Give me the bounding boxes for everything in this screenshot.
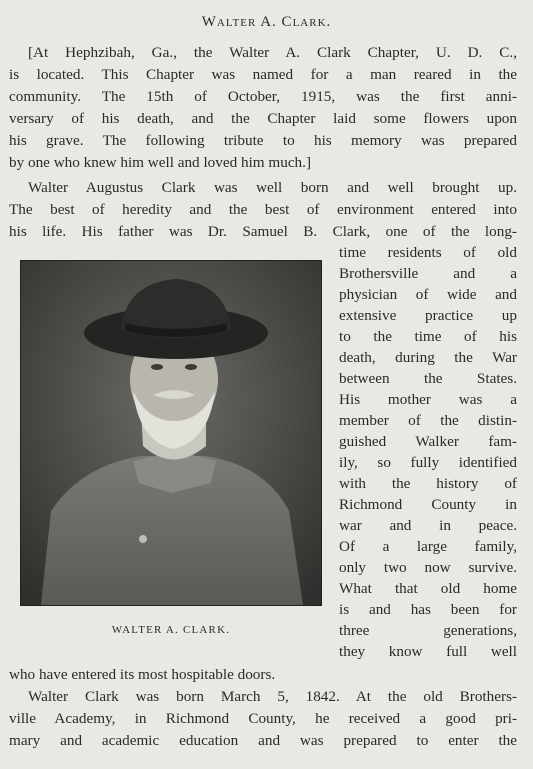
side-line: to the time of his — [339, 328, 517, 345]
body-line: who have entered its most hospitable doors. — [9, 666, 276, 683]
side-line: is and has been for — [339, 601, 517, 618]
side-line: Richmond County in — [339, 496, 517, 513]
body-line: The best of heredity and the best of environment entered into — [9, 201, 517, 218]
body-line: his life. His father was Dr. Samuel B. Clark, one of the long- — [9, 223, 517, 240]
intro-line: by one who knew him well and loved him much.] — [9, 154, 312, 171]
side-line: member of the distin- — [339, 412, 517, 429]
intro-line: is located. This Chapter was named for a man reared in the — [9, 66, 517, 83]
intro-line: [At Hephzibah, Ga., the Walter A. Clark Chapter, U. D. C., — [28, 44, 517, 61]
side-line: three generations, — [339, 622, 517, 639]
side-line: death, during the War — [339, 349, 517, 366]
portrait-image — [21, 261, 321, 605]
body-line: Walter Augustus Clark was well born and well brought up. — [28, 179, 517, 196]
side-line: guished Walker fam- — [339, 433, 517, 450]
side-line: war and in peace. — [339, 517, 517, 534]
body-line: mary and academic education and was prepared to enter the — [9, 732, 517, 749]
side-line: ily, so fully identified — [339, 454, 517, 471]
side-line: with the history of — [339, 475, 517, 492]
portrait-photo — [20, 260, 322, 606]
page-header: Walter A. Clark. — [201, 14, 332, 30]
side-line: His mother was a — [339, 391, 517, 408]
photo-caption: WALTER A. CLARK. — [111, 624, 231, 636]
side-line: they know full well — [339, 643, 517, 660]
side-line: What that old home — [339, 580, 517, 597]
side-line: time residents of old — [339, 244, 517, 261]
body-line: Walter Clark was born March 5, 1842. At the old Brothers- — [28, 688, 517, 705]
body-line: ville Academy, in Richmond County, he received a good pri- — [9, 710, 517, 727]
side-line: Brothersville and a — [339, 265, 517, 282]
side-line: between the States. — [339, 370, 517, 387]
intro-line: versary of his death, and the Chapter laid some flowers upon — [9, 110, 517, 127]
intro-line: community. The 15th of October, 1915, was the first anni- — [9, 88, 517, 105]
side-line: Of a large family, — [339, 538, 517, 555]
side-line: only two now survive. — [339, 559, 517, 576]
intro-line: his grave. The following tribute to his memory was prepared — [9, 132, 517, 149]
side-line: extensive practice up — [339, 307, 517, 324]
side-line: physician of wide and — [339, 286, 517, 303]
